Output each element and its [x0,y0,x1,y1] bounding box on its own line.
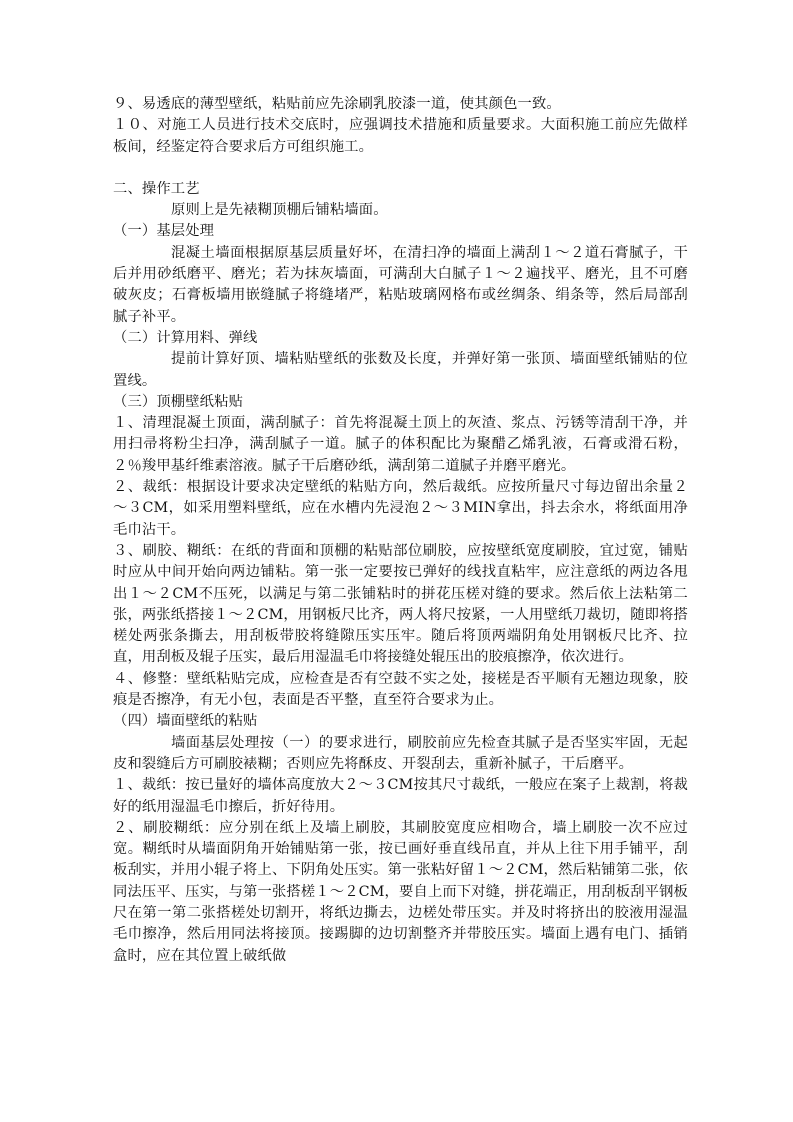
ceiling-step-4: ４、修整：壁纸粘贴完成，应检查是否有空鼓不实之处，接槎是否平顺有无翘边现象，胶痕是否擦净，有无小包，表面是否平整，直至符合要求为止。 [113,670,688,709]
subsection-body-base-treatment: 混凝土墙面根据原基层质量好坏，在清扫净的墙面上满刮１～２道石膏腻子，干后并用砂纸磨平、磨光；若为抹灰墙面，可满刮大白腻子１～２遍找平、磨光，且不可磨破灰皮；石膏板墙用嵌缝腻子将缝堵严，粘贴玻璃网格布或丝绸条、绢条等，然后局部刮腻子补平。 [113,244,688,325]
paragraph-item-9: ９、易透底的薄型壁纸，粘贴前应先涂刷乳胶漆一道，使其颜色一致。 [113,96,561,112]
subsection-title-calculation: （二）计算用料、弹线 [113,329,258,346]
ceiling-step-2: ２、裁纸：根据设计要求决定壁纸的粘贴方向，然后裁纸。应按所量尺寸每边留出余量２～３CM，如采用塑料壁纸，应在水槽内先浸泡２～３MIN拿出，抖去余水，将纸面用净毛巾沾干。 [113,479,688,538]
blank-line [113,158,688,179]
ceiling-step-1: １、清理混凝土顶面，满刮腻子：首先将混凝土顶上的灰渣、浆点、污锈等清刮干净，并用扫帚将粉尘扫净，满刮腻子一道。腻子的体积配比为聚醋乙烯乳液，石膏或滑石粉，２％羧甲基纤维素溶液。腻子干后磨砂纸，满刮第二道腻子并磨平磨光。 [113,415,688,474]
subsection-body-wall: 墙面基层处理按（一）的要求进行，刷胶前应先检查其腻子是否坚实牢固，无起皮和裂缝后方可刷胶裱糊；否则应先将酥皮、开裂刮去，重新补腻子，干后磨平。 [113,734,688,772]
wall-step-2: ２、刷胶糊纸：应分别在纸上及墙上刷胶，其刷胶宽度应相吻合，墙上刷胶一次不应过宽。糊纸时从墙面阴角开始铺贴第一张，按已画好垂直线吊直，并从上往下用手铺平，刮板刮实，并用小辊子将上、下阴角处压实。第一张粘好留１～２CM，然后粘铺第二张，依同法压平、压实，与第一张搭槎１～２CM，要自上而下对缝，拼花端正，用刮板刮平钢板尺在第一第二张搭槎处切割开，将纸边撕去，边槎处带压实。并及时将挤出的胶液用湿温毛巾擦净，然后用同法将接顶。接踢脚的边切割整齐并带胶压实。墙面上遇有电门、插销盒时，应在其位置上破纸做 [113,819,688,964]
ceiling-step-3: ３、刷胶、糊纸：在纸的背面和顶棚的粘贴部位刷胶，应按壁纸宽度刷胶，宜过宽，铺贴时应从中间开始向两边铺粘。第一张一定要按已弹好的线找直粘牢，应注意纸的两边各甩出１～２CM不压死，以满足与第二张铺粘时的拼花压槎对缝的要求。然后依上法粘第二张，两张纸搭接１～２CM，用钢板尺比齐，两人将尺按紧，一人用壁纸刀裁切，随即将搭槎处两张条撕去，用刮板带胶将缝隙压实压牢。随后将顶两端阴角处用钢板尺比齐、拉直，用刮板及辊子压实，最后用湿温毛巾将接缝处辊压出的胶痕擦净，依次进行。 [113,542,688,666]
section-title-operation: 二、操作工艺 [113,180,200,197]
document-page [113,94,688,967]
paragraph-item-10: １０、对施工人员进行技术交底时，应强调技术措施和质量要求。大面积施工前应先做样板间，经鉴定符合要求后方可组织施工。 [113,117,688,155]
section-intro: 原则上是先裱糊顶棚后铺粘墙面。 [171,202,388,219]
subsection-title-wall: （四）墙面壁纸的粘贴 [113,713,258,730]
subsection-title-ceiling: （三）顶棚壁纸粘贴 [113,393,244,410]
subsection-body-calculation: 提前计算好顶、墙粘贴壁纸的张数及长度，并弹好第一张顶、墙面壁纸铺贴的位置线。 [113,351,688,389]
subsection-title-base-treatment: （一）基层处理 [113,223,215,240]
wall-step-1: １、裁纸：按已量好的墙体高度放大２～３CM按其尺寸裁纸，一般应在案子上裁割，将裁好的纸用湿温毛巾擦后，折好待用。 [113,777,688,815]
